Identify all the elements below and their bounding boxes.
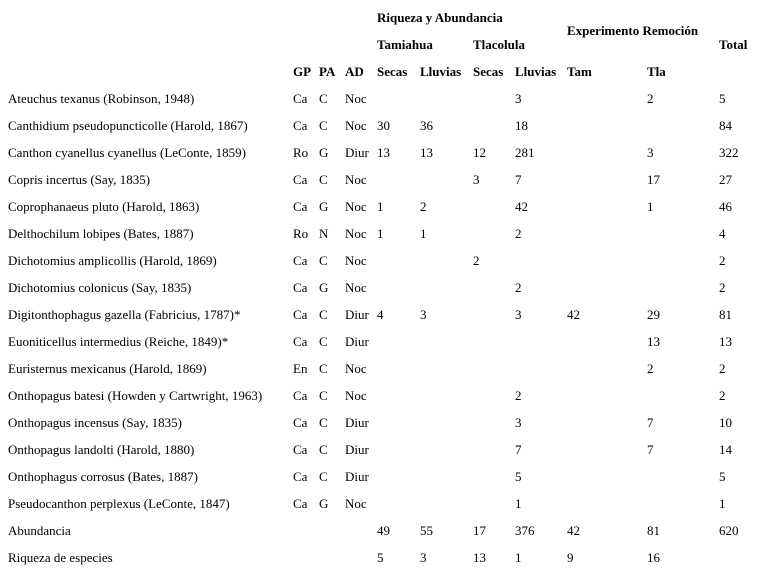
table-cell-total: 46 xyxy=(719,199,732,214)
table-cell-tla-lluvias: 7 xyxy=(515,172,522,187)
table-cell-tla-lluvias: 5 xyxy=(515,469,522,484)
table-cell-pa: C xyxy=(319,334,328,349)
table-cell-pa: G xyxy=(319,496,329,511)
table-row-label: Dichotomius colonicus (Say, 1835) xyxy=(8,280,192,295)
table-cell-total: 27 xyxy=(719,172,732,187)
header-gp: GP xyxy=(293,64,312,79)
table-cell-tam-lluvias: 2 xyxy=(420,199,427,214)
table-cell-gp: Ca xyxy=(293,334,308,349)
table-row-label: Onthopagus landolti (Harold, 1880) xyxy=(8,442,195,457)
table-cell-ad: Noc xyxy=(345,361,367,376)
table-cell-tla-lluvias: 42 xyxy=(515,199,528,214)
table-cell-pa: C xyxy=(319,388,328,403)
table-cell-pa: G xyxy=(319,145,329,160)
table-cell-ad: Noc xyxy=(345,172,367,187)
table-cell-tla-secas: 2 xyxy=(473,253,480,268)
table-cell-tam-lluvias: 3 xyxy=(420,550,427,565)
table-cell-total: 2 xyxy=(719,361,726,376)
table-cell-pa: G xyxy=(319,199,329,214)
table-cell-ad: Diur xyxy=(345,334,369,349)
header-tamiahua: Tamiahua xyxy=(377,37,433,52)
table-cell-gp: Ro xyxy=(293,145,309,160)
table-cell-total: 14 xyxy=(719,442,732,457)
header-total: Total xyxy=(719,37,748,52)
table-cell-ad: Diur xyxy=(345,307,369,322)
table-cell-ad: Noc xyxy=(345,496,367,511)
table-cell-exp-tla: 29 xyxy=(647,307,660,322)
table-cell-tla-secas: 13 xyxy=(473,550,486,565)
table-row-label: Coprophanaeus pluto (Harold, 1863) xyxy=(8,199,200,214)
table-cell-tla-lluvias: 1 xyxy=(515,550,522,565)
header-exp-tam: Tam xyxy=(567,64,592,79)
table-cell-tla-lluvias: 281 xyxy=(515,145,535,160)
table-cell-pa: C xyxy=(319,469,328,484)
table-cell-ad: Noc xyxy=(345,118,367,133)
table-cell-ad: Diur xyxy=(345,145,369,160)
table-cell-ad: Noc xyxy=(345,91,367,106)
table-cell-exp-tla: 7 xyxy=(647,442,654,457)
table-cell-tla-lluvias: 3 xyxy=(515,415,522,430)
table-row-label: Onthopagus batesi (Howden y Cartwright, 1963) xyxy=(8,388,263,403)
table-cell-total: 84 xyxy=(719,118,732,133)
header-pa: PA xyxy=(319,64,336,79)
table-cell-tam-lluvias: 36 xyxy=(420,118,433,133)
table-cell-gp: Ca xyxy=(293,307,308,322)
table-cell-gp: Ca xyxy=(293,442,308,457)
table-cell-tla-lluvias: 1 xyxy=(515,496,522,511)
table-cell-total: 4 xyxy=(719,226,726,241)
table-row-label: Canthon cyanellus cyanellus (LeConte, 1859) xyxy=(8,145,246,160)
table-cell-exp-tla: 13 xyxy=(647,334,660,349)
table-cell-exp-tla: 16 xyxy=(647,550,660,565)
table-cell-exp-tla: 7 xyxy=(647,415,654,430)
table-cell-ad: Noc xyxy=(345,199,367,214)
table-cell-tla-lluvias: 18 xyxy=(515,118,528,133)
table-cell-exp-tam: 42 xyxy=(567,307,580,322)
table-cell-pa: C xyxy=(319,118,328,133)
table-cell-total: 322 xyxy=(719,145,739,160)
table-cell-exp-tla: 17 xyxy=(647,172,660,187)
table-cell-tla-secas: 17 xyxy=(473,523,486,538)
table-cell-tam-lluvias: 3 xyxy=(420,307,427,322)
table-cell-ad: Diur xyxy=(345,469,369,484)
header-ad: AD xyxy=(345,64,364,79)
table-cell-tla-lluvias: 7 xyxy=(515,442,522,457)
table-cell-gp: Ca xyxy=(293,253,308,268)
table-cell-total: 620 xyxy=(719,523,739,538)
table-cell-pa: C xyxy=(319,442,328,457)
table-cell-tam-secas: 30 xyxy=(377,118,390,133)
header-tlacolula: Tlacolula xyxy=(473,37,526,52)
table-cell-gp: Ca xyxy=(293,199,308,214)
table-row-label: Copris incertus (Say, 1835) xyxy=(8,172,151,187)
table-cell-ad: Noc xyxy=(345,280,367,295)
table-cell-total: 10 xyxy=(719,415,732,430)
table-cell-gp: Ca xyxy=(293,496,308,511)
table-cell-ad: Noc xyxy=(345,226,367,241)
table-cell-tam-lluvias: 13 xyxy=(420,145,433,160)
table-cell-tam-secas: 13 xyxy=(377,145,390,160)
header-richness-abundance: Riqueza y Abundancia xyxy=(377,10,503,25)
table-cell-gp: Ca xyxy=(293,280,308,295)
table-cell-ad: Diur xyxy=(345,415,369,430)
table-cell-gp: Ro xyxy=(293,226,309,241)
table-cell-exp-tla: 3 xyxy=(647,145,654,160)
header-tam-lluvias: Lluvias xyxy=(420,64,462,79)
table-row-label: Dichotomius amplicollis (Harold, 1869) xyxy=(8,253,217,268)
header-tla-lluvias: Lluvias xyxy=(515,64,557,79)
table-cell-pa: C xyxy=(319,91,328,106)
table-cell-tla-lluvias: 2 xyxy=(515,226,522,241)
table-cell-tam-lluvias: 55 xyxy=(420,523,433,538)
table-cell-pa: C xyxy=(319,253,328,268)
table-cell-tam-secas: 5 xyxy=(377,550,384,565)
table-row-label: Riqueza de especies xyxy=(8,550,113,565)
table-row-label: Onthopagus incensus (Say, 1835) xyxy=(8,415,182,430)
table-cell-exp-tla: 1 xyxy=(647,199,654,214)
table-cell-exp-tla: 81 xyxy=(647,523,660,538)
table-row-label: Digitonthophagus gazella (Fabricius, 1787)* xyxy=(8,307,241,322)
table-cell-exp-tla: 2 xyxy=(647,361,654,376)
table-cell-tla-lluvias: 3 xyxy=(515,307,522,322)
table-cell-pa: N xyxy=(319,226,329,241)
table-cell-exp-tla: 2 xyxy=(647,91,654,106)
table-row-label: Delthochilum lobipes (Bates, 1887) xyxy=(8,226,194,241)
table-cell-total: 2 xyxy=(719,253,726,268)
table-cell-pa: C xyxy=(319,172,328,187)
table-cell-gp: Ca xyxy=(293,415,308,430)
table-cell-total: 13 xyxy=(719,334,732,349)
table-cell-total: 2 xyxy=(719,280,726,295)
table-cell-total: 5 xyxy=(719,469,726,484)
table-cell-ad: Noc xyxy=(345,253,367,268)
table-row-label: Euristernus mexicanus (Harold, 1869) xyxy=(8,361,207,376)
table-cell-pa: G xyxy=(319,280,329,295)
table-cell-gp: Ca xyxy=(293,172,308,187)
table-cell-ad: Noc xyxy=(345,388,367,403)
table-cell-tla-lluvias: 2 xyxy=(515,280,522,295)
table-cell-total: 1 xyxy=(719,496,726,511)
table-cell-tla-secas: 12 xyxy=(473,145,486,160)
table-cell-gp: Ca xyxy=(293,118,308,133)
table-cell-tam-secas: 4 xyxy=(377,307,384,322)
table-row-label: Ateuchus texanus (Robinson, 1948) xyxy=(8,91,195,106)
table-cell-tla-lluvias: 376 xyxy=(515,523,535,538)
table-cell-tam-secas: 49 xyxy=(377,523,390,538)
table-cell-pa: C xyxy=(319,415,328,430)
table-cell-total: 5 xyxy=(719,91,726,106)
table-cell-tam-secas: 1 xyxy=(377,226,384,241)
table-cell-tam-lluvias: 1 xyxy=(420,226,427,241)
table-cell-tla-lluvias: 3 xyxy=(515,91,522,106)
table-cell-gp: Ca xyxy=(293,469,308,484)
table-cell-gp: En xyxy=(293,361,308,376)
table-row-label: Pseudocanthon perplexus (LeConte, 1847) xyxy=(8,496,230,511)
header-tam-secas: Secas xyxy=(377,64,408,79)
table-cell-tla-lluvias: 2 xyxy=(515,388,522,403)
table-cell-exp-tam: 42 xyxy=(567,523,580,538)
table-cell-pa: C xyxy=(319,361,328,376)
table-cell-pa: C xyxy=(319,307,328,322)
table-cell-gp: Ca xyxy=(293,91,308,106)
table-cell-tla-secas: 3 xyxy=(473,172,480,187)
table-cell-exp-tam: 9 xyxy=(567,550,574,565)
table-cell-total: 81 xyxy=(719,307,732,322)
table-row-label: Euoniticellus intermedius (Reiche, 1849)* xyxy=(8,334,229,349)
header-exp-tla: Tla xyxy=(647,64,666,79)
header-tla-secas: Secas xyxy=(473,64,504,79)
table-row-label: Canthidium pseudopuncticolle (Harold, 1867) xyxy=(8,118,248,133)
table-cell-tam-secas: 1 xyxy=(377,199,384,214)
table-row-label: Abundancia xyxy=(8,523,71,538)
table-row-label: Onthophagus corrosus (Bates, 1887) xyxy=(8,469,198,484)
table-cell-gp: Ca xyxy=(293,388,308,403)
header-removal-experiment: Experimento Remoción xyxy=(567,23,699,38)
table-cell-total: 2 xyxy=(719,388,726,403)
table-cell-ad: Diur xyxy=(345,442,369,457)
